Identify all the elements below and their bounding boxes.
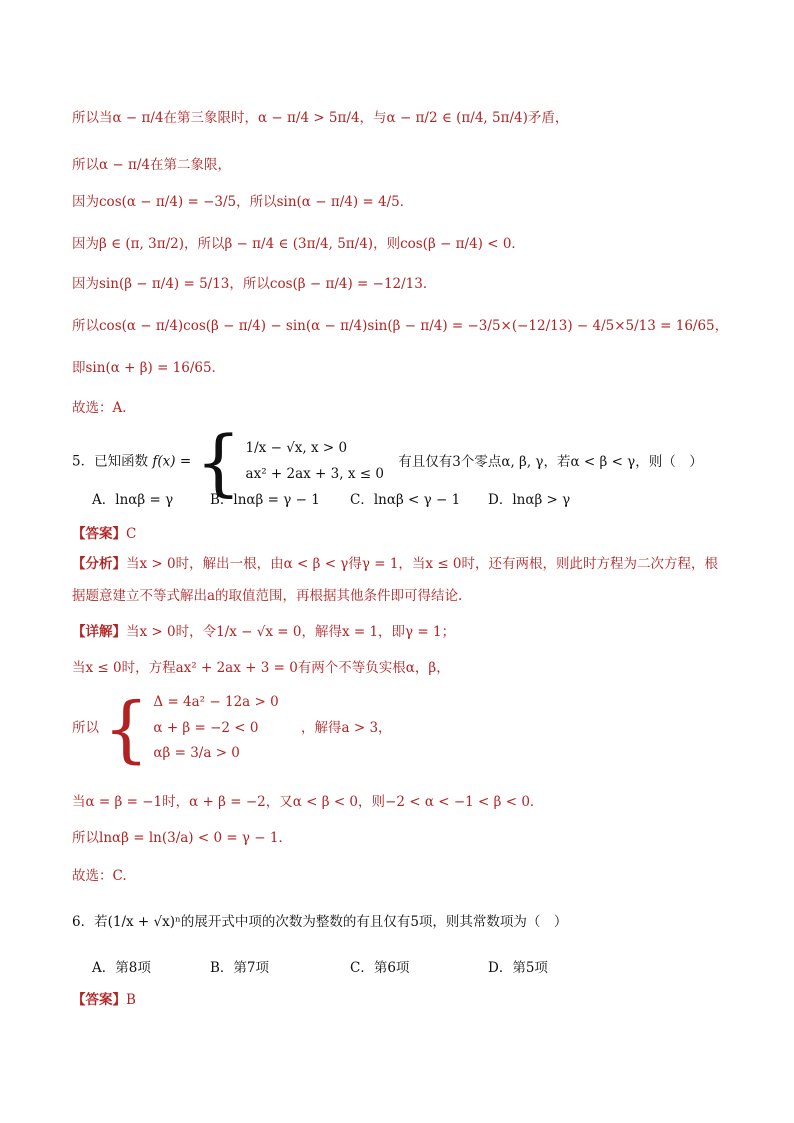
solution-line-3: 因为cos(α − π/4) = −3/5，所以sin(α − π/4) = 4/5． <box>72 194 414 210</box>
q5-system <box>72 686 392 771</box>
q5-stem-suffix: 有且仅有3个零点α, β, γ，若α < β < γ，则（ ） <box>398 453 703 470</box>
q5-option-c: C．lnαβ < γ − 1 <box>350 492 461 508</box>
q5-detail-line-2: 当x ≤ 0时，方程ax² + 2ax + 3 = 0有两个不等负实根α，β， <box>72 660 450 676</box>
q5-piecewise <box>246 436 384 487</box>
solution-line-1: 所以当α − π/4在第三象限时，α − π/4 > 5π/4，与α − π/2 ∈ (π/4, 5π/4)矛盾， <box>72 110 569 126</box>
q6-answer <box>72 988 136 1008</box>
system-suffix: ，解得a > 3， <box>301 719 392 736</box>
answer-tag: 【答案】 <box>72 526 126 542</box>
system-line-3: αβ = 3/a > 0 <box>153 745 240 762</box>
system-line-1: Δ = 4a² − 12a > 0 <box>153 694 279 710</box>
analysis-text-1: 当x > 0时，解出一根，由α < β < γ得γ = 1，当x ≤ 0时，还有两根，则此时方程为二次方程，根 <box>126 556 719 572</box>
q6-option-b: B．第7项 <box>210 960 270 976</box>
solution-line-5: 因为sin(β − π/4) = 5/13，所以cos(β − π/4) = −12/13． <box>72 276 437 292</box>
q5-detail-line-3: 当α = β = −1时，α + β = −2，又α < β < 0，则−2 < α < −1 < β < 0． <box>72 794 544 810</box>
q5-stem-prefix: 5．已知函数 <box>72 453 149 470</box>
analysis-tag: 【分析】 <box>72 556 126 572</box>
q5-option-d: D．lnαβ > γ <box>488 492 571 508</box>
q5-detail-line-4: 所以lnαβ = ln(3/a) < 0 = γ − 1． <box>72 830 292 846</box>
answer-value: C <box>126 526 137 542</box>
q5-case-1: 1/x − √x, x > 0 <box>245 440 348 457</box>
q5-analysis-line-1 <box>72 552 718 572</box>
q5-brace-icon: { <box>195 420 242 504</box>
system-lines <box>153 690 278 767</box>
solution-conclusion: 故选：A． <box>72 400 136 416</box>
system-brace-icon: { <box>103 686 150 771</box>
solution-line-7: 即sin(α + β) = 16/65． <box>72 360 226 376</box>
q5-answer <box>72 522 136 542</box>
solution-line-4: 因为β ∈ (π, 3π/2)，所以β − π/4 ∈ (3π/4, 5π/4)，则cos(β − π/4) < 0． <box>72 236 525 252</box>
q5-option-a: A．lnαβ = γ <box>92 492 174 508</box>
detail-text-1: 当x > 0时，令1/x − √x = 0，解得x = 1，即γ = 1； <box>126 624 456 640</box>
solution-line-6: 所以cos(α − π/4)cos(β − π/4) − sin(α − π/4)sin(β − π/4) = −3/5×(−12/13) − 4/5×5/13 = 16/65， <box>72 318 729 334</box>
detail-tag: 【详解】 <box>72 624 126 640</box>
q6-answer-tag: 【答案】 <box>72 992 126 1008</box>
q5-detail-line-1 <box>72 620 455 640</box>
q6-option-c: C．第6项 <box>350 960 410 976</box>
q6-option-a: A．第8项 <box>92 960 151 976</box>
q6-answer-value: B <box>126 992 136 1008</box>
q6-option-d: D．第5项 <box>488 960 548 976</box>
q5-function-label: f(x) = <box>152 453 192 470</box>
solution-line-2: 所以α − π/4在第二象限， <box>72 157 232 173</box>
q5-analysis-line-2: 据题意建立不等式解出a的取值范围，再根据其他条件即可得结论. <box>72 588 463 604</box>
question-6-stem: 6．若(1/x + √x)ⁿ的展开式中项的次数为整数的有且仅有5项，则其常数项为（ ） <box>72 914 568 930</box>
q5-case-2: ax² + 2ax + 3, x ≤ 0 <box>245 466 384 482</box>
q5-conclusion: 故选：C. <box>72 868 127 884</box>
q5-option-b: B．lnαβ = γ − 1 <box>210 492 320 508</box>
system-line-2: α + β = −2 < 0 <box>153 719 259 736</box>
system-prefix: 所以 <box>72 719 99 736</box>
